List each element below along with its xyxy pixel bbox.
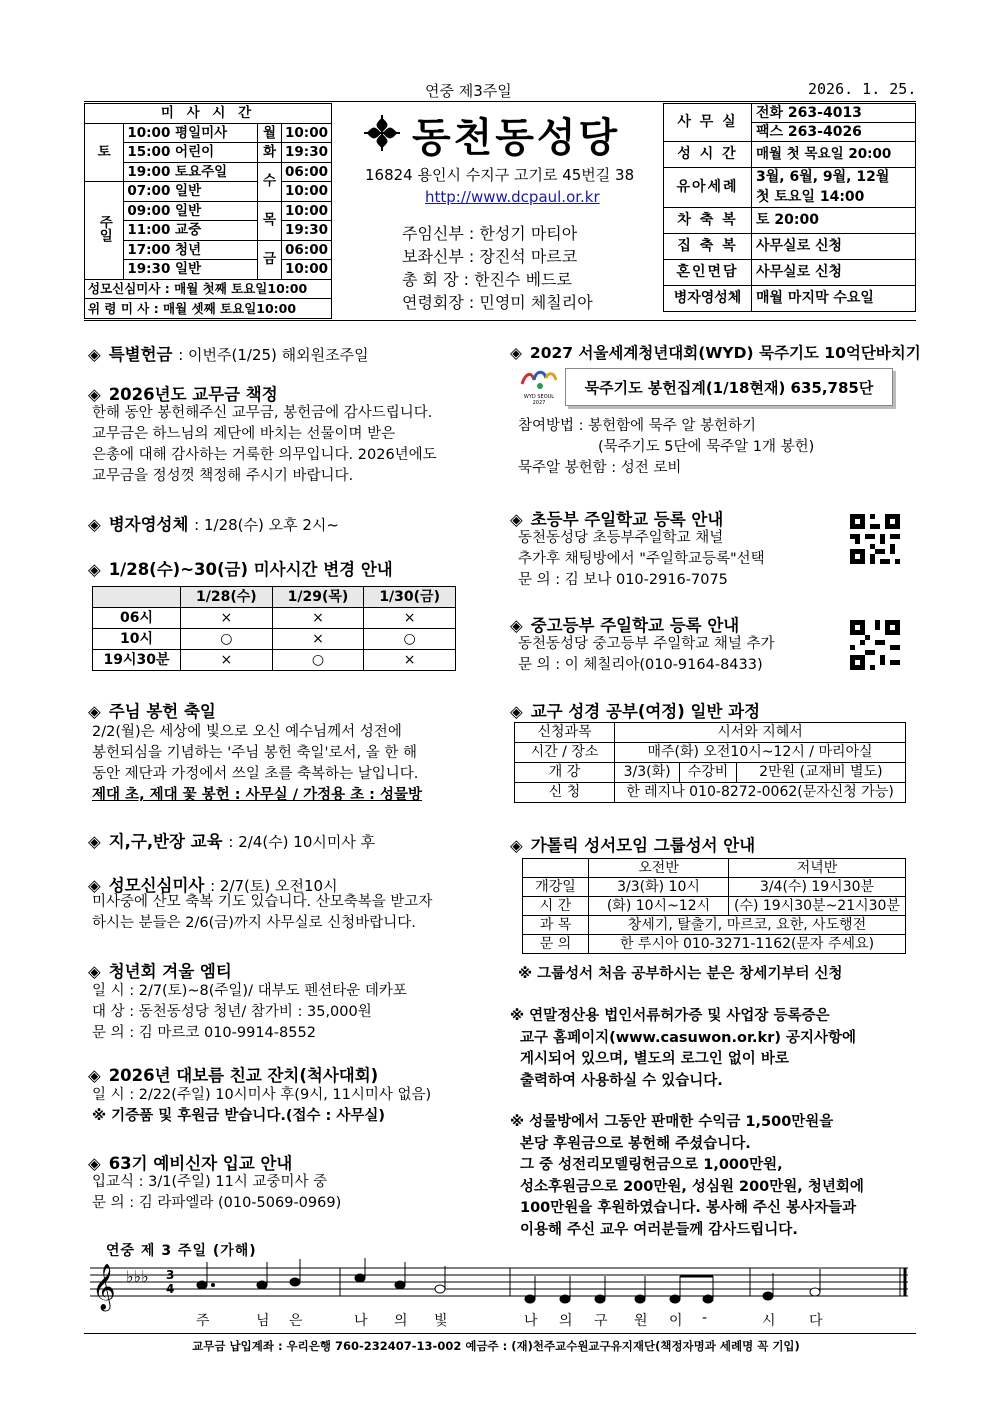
diamond-icon: ◈: [88, 876, 101, 895]
mass-time: 11:00 교중: [124, 221, 258, 241]
requiem-mass-info: 위 령 미 사 : 매월 셋째 토요일10:00: [85, 299, 332, 319]
table-header: 1/29(목): [272, 587, 364, 608]
tax-document-notice: [510, 1006, 856, 1092]
wyd-logo-text: WYD SEOUL 2027: [523, 394, 555, 406]
staff-list: [402, 222, 593, 314]
weekday-label: 월: [258, 123, 282, 143]
text-line: 교구 홈페이지(www.casuwon.or.kr) 공지사항에: [520, 1029, 857, 1046]
diamond-icon: ◈: [88, 515, 101, 534]
diamond-icon: ◈: [88, 702, 101, 721]
weekday-label: 금: [258, 240, 282, 279]
info-value: 3월, 6월, 9월, 12월: [752, 168, 916, 188]
section-title: 초등부 주일학교 등록 안내: [530, 510, 724, 529]
middle-high-section-title: [510, 612, 739, 636]
staff-name: 한진수 베드로: [474, 270, 572, 289]
diamond-icon: ◈: [88, 345, 101, 364]
wyd-body: [518, 416, 814, 479]
table-header: [523, 859, 589, 878]
table-cell: (화) 10시~12시: [589, 897, 729, 916]
table-cell: ×: [181, 608, 273, 629]
footer-account-info: 교무금 납입계좌 : 우리은행 760-232407-13-002 예금주 : (재)천주교수원교구유지재단(책정자명과 세례명 꼭 기입): [192, 1339, 800, 1353]
text-line: 일 시 : 2/7(토)~8(주일)/ 대부도 펜션타운 데카포: [92, 983, 407, 999]
elementary-qr-code-icon[interactable]: [850, 514, 900, 564]
text-line: 본당 후원금으로 봉헌해 주셨습니다.: [520, 1135, 751, 1152]
row-label: 개강일: [523, 878, 589, 897]
table-row: [523, 916, 906, 935]
info-label: 병자영성체: [664, 286, 752, 312]
text-line: 입교식 : 3/1(주일) 11시 교중미사 중: [92, 1174, 328, 1190]
table-cell: 3/4(수) 19시30분: [729, 878, 906, 897]
text-line: 동천동성당 중고등부 주일학교 채널 추가: [518, 636, 775, 652]
table-header: 1/28(수): [181, 587, 273, 608]
table-cell: (수) 19시30분~21시30분: [729, 897, 906, 916]
lyric-syllable: 구: [594, 1313, 608, 1329]
marian-mass-info: 성모신심미사 : 매월 첫째 토요일10:00: [85, 279, 332, 299]
staff-role: 연령회장: [402, 293, 464, 312]
leader-education-section: [88, 828, 375, 852]
section-text: : 이번주(1/25) 해외원조주일: [178, 346, 369, 364]
weekday-time: 10:00: [282, 201, 332, 221]
info-label: 성 시 간: [664, 142, 752, 168]
section-text: : 1/28(수) 오후 2시~: [194, 516, 339, 534]
section-text: : 2/7(토) 오전10시: [210, 877, 338, 895]
youth-retreat-section-title: [88, 958, 232, 982]
staff-role: 주임신부: [402, 224, 464, 243]
text-line: 한해 동안 봉헌해주신 교무금, 봉헌금에 감사드립니다.: [92, 405, 433, 421]
svg-text:♭♭♭: ♭♭♭: [126, 1267, 149, 1286]
table-row: [93, 629, 456, 650]
bible-study-section-title: [510, 698, 760, 722]
table-header: 저녁반: [729, 859, 906, 878]
staff-row: 주임신부 : 한성기 마티아: [402, 224, 578, 243]
mass-schedule-title: 미 사 시 간: [85, 104, 332, 124]
section-title: 2026년도 교무금 책정: [108, 385, 278, 404]
mass-schedule-table: [84, 103, 332, 319]
table-cell: ○: [181, 629, 273, 650]
text-line: 은총에 대해 감사하는 거룩한 의무입니다. 2026년에도: [92, 447, 437, 463]
row-label: 신청과목: [515, 723, 615, 743]
header-bottom-rule: [84, 320, 916, 321]
section-text: : 2/4(수) 10시미사 후: [228, 833, 376, 851]
weekday-time: 19:30: [282, 221, 332, 241]
info-label: 사 무 실: [664, 104, 752, 142]
info-value: 사무실로 신청: [752, 234, 916, 260]
diamond-icon: ◈: [510, 344, 522, 362]
middle-high-qr-code-icon[interactable]: [850, 620, 900, 670]
table-cell: 시서와 지혜서: [615, 723, 906, 743]
diamond-icon: ◈: [88, 560, 101, 579]
youth-retreat-body: [92, 981, 407, 1044]
section-title: 청년회 겨울 엠티: [108, 962, 232, 981]
text-line-bold: 제대 초, 제대 꽃 봉헌 : 사무실 / 가정용 초 : 성물방: [92, 787, 423, 803]
text-line: 100만원을 후원하였습니다. 봉사해 주신 봉사자들과: [520, 1200, 857, 1216]
info-label: 혼인면담: [664, 260, 752, 286]
week-label: 연중 제3주일: [425, 82, 512, 100]
text-line: 교무금을 정성껏 책정해 주시기 바랍니다.: [92, 468, 354, 484]
table-cell: ×: [272, 608, 364, 629]
footer-rule: [84, 1333, 916, 1334]
text-line: 참여방법 : 봉헌함에 묵주 알 봉헌하기: [518, 418, 757, 434]
music-lyrics: [90, 1310, 910, 1330]
row-label: 19시30분: [93, 650, 181, 671]
wyd-section-title: [510, 341, 921, 363]
diamond-icon: ◈: [88, 832, 101, 851]
diamond-icon: ◈: [88, 1154, 101, 1173]
section-title: 가톨릭 성서모임 그룹성서 안내: [530, 836, 756, 855]
staff-row: 보좌신부 : 장진석 마르코: [402, 247, 578, 266]
info-label: 유아세례: [664, 168, 752, 208]
text-line: 그 중 성전리모델링헌금으로 1,000만원,: [520, 1157, 783, 1173]
mass-time: 07:00 일반: [124, 182, 258, 202]
section-title: 2026년 대보름 친교 잔치(척사대회): [108, 1066, 379, 1085]
table-cell: 매주(화) 오전10시~12시 / 마리아실: [615, 743, 906, 763]
staff-role: 보좌신부: [402, 247, 464, 266]
svg-text:4: 4: [166, 1282, 175, 1296]
section-title: 특별헌금: [108, 345, 173, 364]
diamond-icon: ◈: [510, 616, 523, 635]
marian-mass-body: [92, 892, 432, 934]
bible-group-table: [522, 858, 906, 954]
info-label: 차 축 복: [664, 208, 752, 234]
table-header: 오전반: [589, 859, 729, 878]
table-row: [93, 608, 456, 629]
dues-body: [92, 403, 437, 487]
table-row: [523, 897, 906, 916]
header-rule: [84, 101, 916, 102]
weekday-time: 10:00: [282, 123, 332, 143]
text-line: 문 의 : 이 체칠리아(010-9164-8433): [518, 657, 763, 673]
table-cell: 2만원 (교재비 별도): [736, 763, 905, 783]
staff-name: 장진석 마르코: [479, 247, 578, 266]
group-note: ※ 그룹성서 처음 공부하시는 분은 창세기부터 신청: [518, 966, 843, 982]
text-line: 묵주알 봉헌함 : 성전 로비: [518, 460, 682, 476]
lyric-syllable: 의: [559, 1313, 573, 1329]
svg-text:3: 3: [166, 1268, 175, 1282]
lyric-syllable: 빛: [434, 1313, 448, 1329]
text-line: ※ 연말정산용 법인서류허가증 및 사업장 등록증은: [510, 1008, 830, 1024]
row-label: 시간 / 장소: [515, 743, 615, 763]
mass-time: 19:30 일반: [124, 260, 258, 280]
row-label: 개 강: [515, 763, 615, 783]
wyd-logo: [518, 366, 560, 406]
text-line: (묵주기도 5단에 묵주알 1개 봉헌): [598, 439, 815, 455]
lyric-syllable: 다: [809, 1313, 823, 1329]
table-header: 1/30(금): [364, 587, 456, 608]
weekday-time: 10:00: [282, 182, 332, 202]
text-line: 하시는 분들은 2/6(금)까지 사무실로 신청바랍니다.: [92, 915, 416, 931]
bible-group-section-title: [510, 832, 755, 856]
text-line-bold: ※ 기증품 및 후원금 받습니다.(접수 : 사무실): [92, 1108, 386, 1124]
table-cell: 창세기, 탈출기, 마르코, 요한, 사도행전: [589, 916, 906, 935]
table-cell: 3/3(화): [615, 763, 680, 783]
row-label: 신 청: [515, 783, 615, 803]
table-cell: ○: [272, 650, 364, 671]
table-row: [93, 650, 456, 671]
shop-donation-notice: [510, 1112, 864, 1241]
rosary-count-text: 묵주기도 봉헌집계(1/18현재) 635,785단: [584, 378, 874, 397]
diamond-icon: ◈: [88, 385, 101, 404]
text-line: 문 의 : 김 라파엘라 (010-5069-0969): [92, 1195, 342, 1211]
text-line: 동안 제단과 가정에서 쓰일 초를 축복하는 날입니다.: [92, 766, 419, 782]
section-title: 1/28(수)~30(금) 미사시간 변경 안내: [108, 560, 393, 579]
text-line: 동천동성당 초등부주일학교 채널: [518, 530, 724, 546]
row-label: 06시: [93, 608, 181, 629]
row-label: 10시: [93, 629, 181, 650]
text-line: 성소후원금으로 200만원, 성심원 200만원, 청년회에: [520, 1178, 864, 1195]
weekday-label: 수: [258, 162, 282, 201]
mass-time: 15:00 어린이: [124, 143, 258, 163]
section-title: 중고등부 주일학교 등록 안내: [530, 616, 740, 635]
feast-body: [92, 1085, 431, 1127]
parish-name: 동천동성당: [412, 115, 621, 161]
table-cell: 한 루시아 010-3271-1162(문자 주세요): [589, 935, 906, 954]
table-cell: ×: [364, 608, 456, 629]
table-cell: ×: [181, 650, 273, 671]
mass-time: 19:00 토요주일: [124, 162, 258, 182]
table-cell: ×: [272, 629, 364, 650]
feast-section-title: [88, 1062, 378, 1086]
table-cell: 수강비: [680, 763, 737, 783]
staff-row: 연령회장 : 민영미 체칠리아: [402, 293, 593, 312]
lyric-syllable: 시: [762, 1313, 776, 1329]
section-title: 2027 서울세계청년대회(WYD) 묵주기도 10억단바치기: [529, 344, 921, 362]
music-staff: [90, 1258, 910, 1312]
info-value: 전화 263-4013: [752, 104, 916, 123]
presentation-section-title: [88, 698, 216, 722]
sunday-label-text: 주일: [96, 214, 113, 242]
mass-time: 10:00 평일미사: [124, 123, 258, 143]
text-line: 교무금은 하느님의 제단에 바치는 선물이며 받은: [92, 426, 396, 442]
staff-name: 민영미 체칠리아: [479, 293, 593, 312]
text-line: 미사중에 산모 축복 기도 있습니다. 산모축복을 받고자: [92, 894, 433, 910]
text-line: 대 상 : 동천동성당 청년/ 참가비 : 35,000원: [92, 1004, 372, 1020]
diamond-icon: ◈: [510, 836, 523, 855]
info-value: 첫 토요일 14:00: [752, 188, 916, 208]
lyric-syllable: 나: [354, 1313, 368, 1329]
office-info-table: [663, 103, 916, 312]
lyric-syllable: 원: [634, 1313, 648, 1329]
weekday-time: 19:30: [282, 143, 332, 163]
catechumen-body: [92, 1172, 341, 1214]
text-line: 출력하여 사용하실 수 있습니다.: [520, 1072, 723, 1089]
row-label: 과 목: [523, 916, 589, 935]
bible-study-table: [514, 722, 906, 803]
diamond-icon: ◈: [510, 510, 523, 529]
info-value: 토 20:00: [752, 208, 916, 234]
info-value: 팩스 263-4026: [752, 123, 916, 142]
elementary-section-title: [510, 506, 723, 530]
text-line: ※ 성물방에서 그동안 판매한 수익금 1,500만원을: [510, 1114, 834, 1130]
info-value: 사무실로 신청: [752, 260, 916, 286]
saturday-label: 토: [85, 123, 124, 182]
parish-logo-icon: [360, 111, 404, 155]
table-cell: ○: [364, 629, 456, 650]
table-header: [93, 587, 181, 608]
staff-role: 총 회 장: [402, 270, 459, 289]
parish-address: 16824 용인시 수지구 고기로 45번길 38: [365, 166, 635, 184]
presentation-body: [92, 722, 422, 806]
lyric-syllable: -: [702, 1310, 708, 1326]
table-cell: 한 레지나 010-8272-0062(문자신청 가능): [615, 783, 906, 803]
section-title: 성모신심미사: [108, 876, 205, 895]
section-title: 63기 예비신자 입교 안내: [108, 1154, 293, 1173]
diamond-icon: ◈: [510, 702, 523, 721]
text-line: 일 시 : 2/22(주일) 10시미사 후(9시, 11시미사 없음): [92, 1087, 432, 1103]
staff-row: 총 회 장 : 한진수 베드로: [402, 270, 572, 289]
row-label: 문 의: [523, 935, 589, 954]
parish-website-link[interactable]: http://www.dcpaul.or.kr: [425, 188, 600, 206]
catechumen-section-title: [88, 1150, 292, 1174]
mass-time: 17:00 청년: [124, 240, 258, 260]
info-value: 매월 첫 목요일 20:00: [752, 142, 916, 168]
diamond-icon: ◈: [88, 1066, 101, 1085]
text-line: 2/2(월)은 세상에 빛으로 오신 예수님께서 성전에: [92, 724, 402, 740]
lyric-syllable: 이: [669, 1313, 683, 1329]
weekday-time: 10:00: [282, 260, 332, 280]
text-line: 이용해 주신 교우 여러분들께 감사드립니다.: [520, 1221, 798, 1238]
weekday-label: 화: [258, 143, 282, 163]
row-label: 시 간: [523, 897, 589, 916]
mass-time: 09:00 일반: [124, 201, 258, 221]
table-row: [523, 935, 906, 954]
table-row: [523, 878, 906, 897]
staff-name: 한성기 마티아: [479, 224, 578, 243]
text-line: 봉헌되심을 기념하는 '주님 봉헌 축일'로서, 올 한 해: [92, 745, 417, 761]
middle-high-body: [518, 634, 775, 676]
lyric-syllable: 은: [289, 1313, 303, 1329]
sunday-label: [85, 182, 124, 280]
weekday-time: 06:00: [282, 240, 332, 260]
lyric-syllable: 님: [256, 1313, 270, 1329]
special-offering-section: [88, 341, 369, 365]
table-cell: ×: [364, 650, 456, 671]
weekday-label: 목: [258, 201, 282, 240]
sick-communion-section: [88, 511, 339, 535]
section-title: 교구 성경 공부(여정) 일반 과정: [530, 702, 761, 721]
weekday-time: 06:00: [282, 162, 332, 182]
music-title: 연중 제 3 주일 (가해): [106, 1243, 257, 1259]
section-title: 주님 봉헌 축일: [108, 702, 216, 721]
section-title: 병자영성체: [108, 515, 189, 534]
info-label: 집 축 복: [664, 234, 752, 260]
section-title: 지,구,반장 교육: [108, 832, 223, 851]
text-line: 추가후 채팅방에서 "주일학교등록"선택: [518, 551, 765, 567]
mass-change-table: [92, 586, 456, 671]
mass-change-section-title: [88, 556, 393, 580]
rosary-count-box: [565, 368, 893, 406]
lyric-syllable: 주: [196, 1313, 210, 1329]
text-line: 게시되어 있으며, 별도의 로그인 없이 바로: [520, 1051, 789, 1067]
info-value: 매월 마지막 수요일: [752, 286, 916, 312]
lyric-syllable: 나: [524, 1313, 538, 1329]
svg-text:𝄞: 𝄞: [92, 1264, 116, 1310]
elementary-body: [518, 528, 765, 591]
lyric-syllable: 의: [394, 1313, 408, 1329]
text-line: 문 의 : 김 마르코 010-9914-8552: [92, 1025, 316, 1041]
diamond-icon: ◈: [88, 962, 101, 981]
table-cell: 3/3(화) 10시: [589, 878, 729, 897]
date-label: 2026. 1. 25.: [808, 80, 917, 98]
dues-section-title: [88, 381, 278, 405]
text-line: 문 의 : 김 보나 010-2916-7075: [518, 572, 728, 588]
